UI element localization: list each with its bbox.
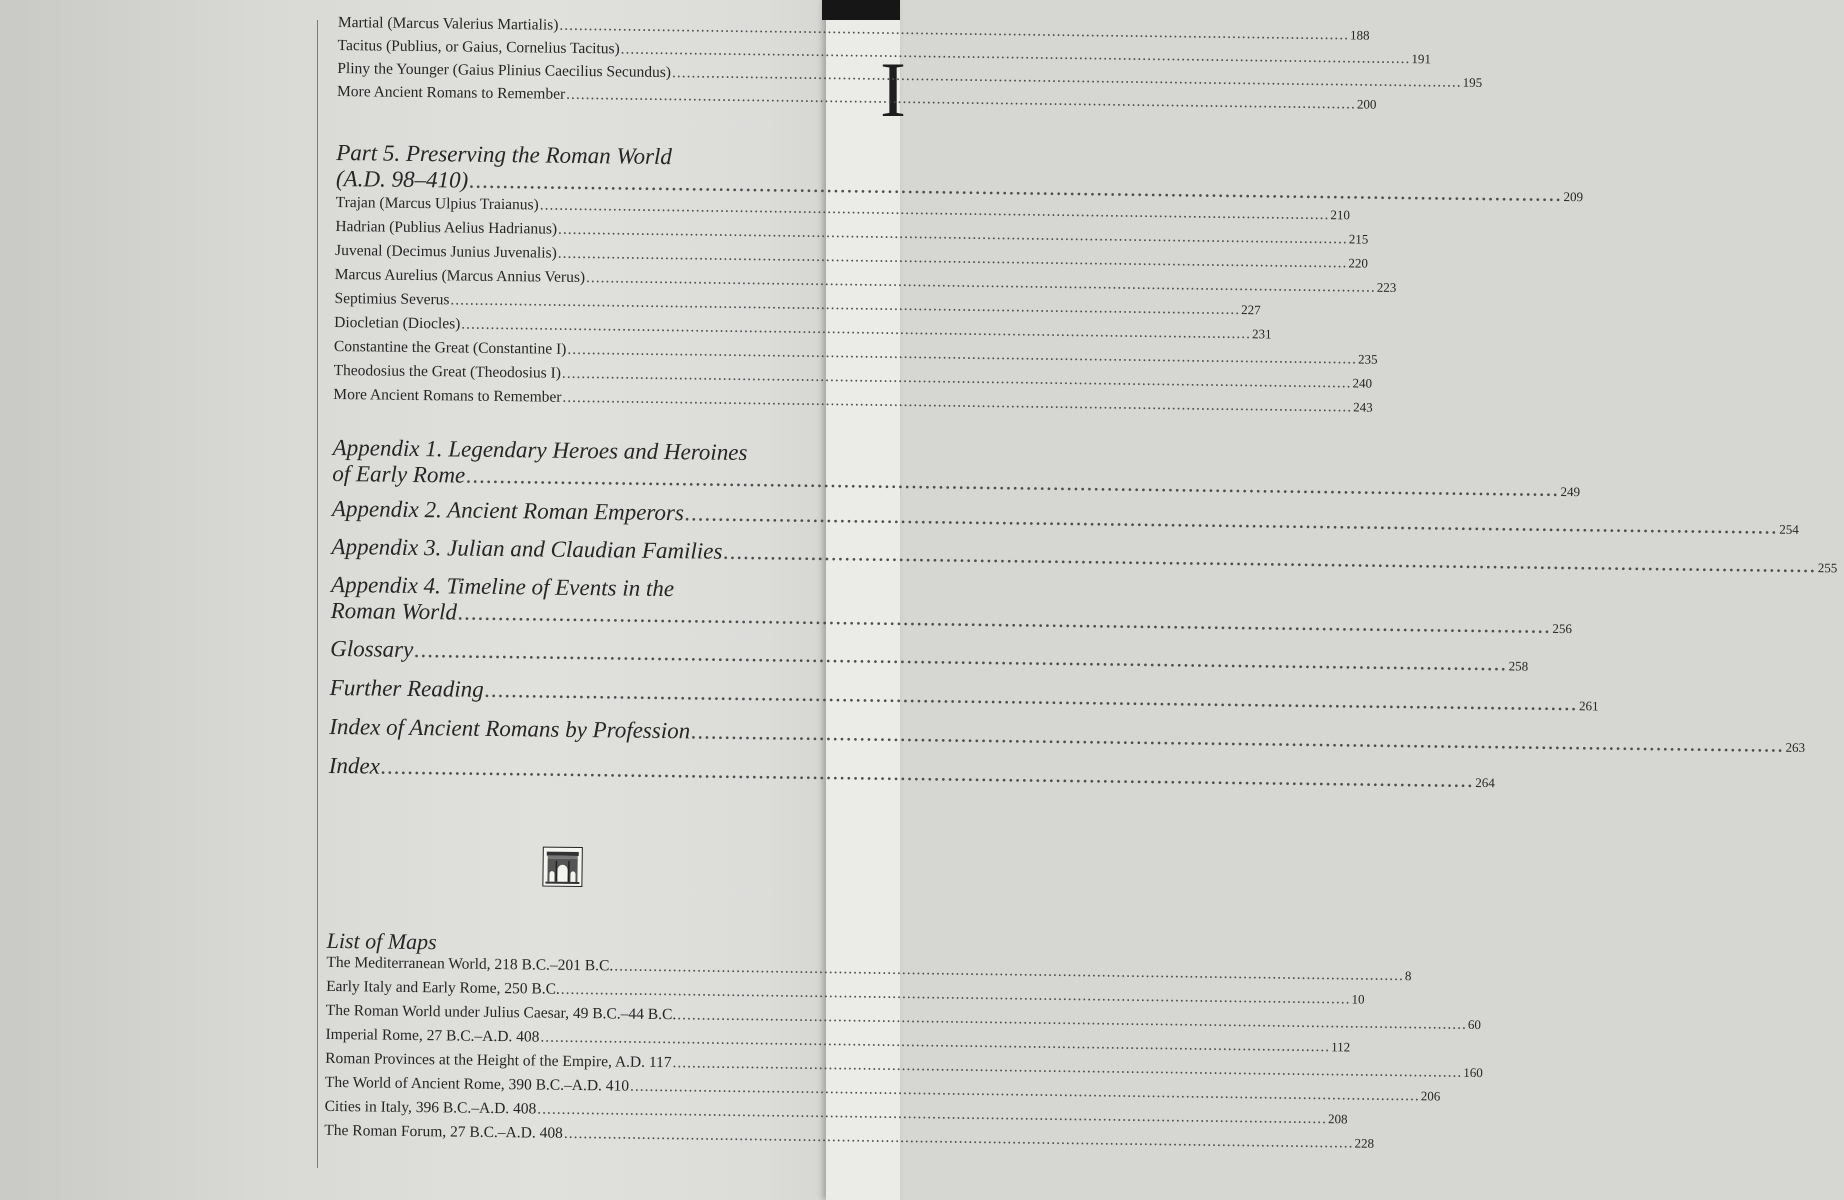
entry-title: Trajan (Marcus Ulpius Traianus)	[335, 193, 539, 214]
map-title: The World of Ancient Rome, 390 B.C.–A.D. 410	[324, 1073, 630, 1095]
map-title: Roman Provinces at the Height of the Empire, A.D. 117	[325, 1049, 672, 1072]
map-title: Cities in Italy, 396 B.C.–A.D. 408	[324, 1097, 537, 1118]
entry-page: 254	[1779, 521, 1799, 537]
map-page: 208	[1327, 1111, 1348, 1127]
entry-page: 231	[1251, 326, 1272, 342]
appendix4-line2	[330, 597, 1572, 642]
entry-page: 227	[1241, 302, 1261, 318]
map-page: 60	[1467, 1016, 1482, 1033]
entry-page: 264	[1475, 774, 1495, 791]
table-of-contents	[324, 14, 1838, 1152]
background-edge	[822, 0, 900, 20]
profession-index-entry	[329, 713, 1806, 759]
entry-page: 255	[1817, 560, 1838, 576]
index-entry	[328, 752, 1495, 798]
entry-title: Further Reading	[329, 674, 484, 702]
entry-title: Glossary	[330, 635, 414, 662]
map-page: 206	[1420, 1088, 1441, 1104]
entry-page: 258	[1508, 658, 1529, 674]
map-title: The Mediterranean World, 218 B.C.–201 B.C.	[326, 953, 614, 975]
map-title: Imperial Rome, 27 B.C.–A.D. 408	[325, 1025, 540, 1046]
entry-title: Constantine the Great (Constantine I)	[333, 337, 567, 358]
maps-list	[324, 953, 1483, 1152]
entry-page: 249	[1560, 483, 1581, 500]
appendix1-line2	[332, 460, 1581, 502]
maps-heading: List of Maps	[326, 927, 437, 955]
entry-page: 195	[1462, 74, 1483, 90]
entry-page: 240	[1352, 375, 1373, 391]
entry-title: Appendix 2. Ancient Roman Emperors	[331, 495, 685, 526]
entry-page: 220	[1348, 255, 1369, 271]
part5-title: Part 5. Preserving the Roman World	[336, 139, 673, 170]
map-title: Early Italy and Early Rome, 250 B.C.	[326, 977, 560, 998]
entry-title: Juvenal (Decimus Junius Juvenalis)	[335, 241, 557, 262]
entry-page: 243	[1353, 399, 1373, 415]
entry-page: 215	[1348, 231, 1369, 247]
entry-title: Pliny the Younger (Gaius Plinius Caecilius Secundus)	[337, 59, 672, 82]
entry-page: 210	[1330, 207, 1351, 223]
entry-page: 223	[1376, 279, 1397, 295]
entry-title: Appendix 3. Julian and Claudian Families	[331, 533, 723, 564]
further-reading-entry	[329, 674, 1599, 720]
vertical-rule	[317, 20, 318, 1168]
top-entries	[336, 14, 1483, 112]
map-title: The Roman World under Julius Caesar, 49 B.C.–44 B.C.	[325, 1001, 677, 1024]
entry-title: Index	[328, 752, 381, 779]
entry-title: More Ancient Romans to Remember	[336, 82, 566, 103]
appendix4-title: Appendix 4. Timeline of Events in the	[330, 571, 675, 602]
entry-title: Roman World	[330, 597, 458, 625]
map-page: 112	[1331, 1039, 1351, 1055]
entry-page: 261	[1579, 698, 1599, 714]
appendix3-entry	[331, 533, 1838, 578]
facing-page-heading-letter: I	[880, 46, 906, 133]
entry-title: More Ancient Romans to Remember	[333, 385, 562, 406]
entry-title: Diocletian (Diocles)	[334, 313, 461, 333]
entry-title: Index of Ancient Romans by Profession	[329, 713, 691, 744]
entry-page: 235	[1357, 351, 1378, 367]
map-page: 10	[1351, 991, 1365, 1007]
map-page: 160	[1463, 1064, 1483, 1081]
appendix2-entry	[331, 495, 1799, 540]
entry-title: Tacitus (Publius, or Gaius, Cornelius Tacitus)	[337, 36, 620, 58]
part5-date-range: (A.D. 98–410)	[335, 165, 469, 193]
entry-page: 263	[1785, 739, 1806, 755]
entry-title: Hadrian (Publius Aelius Hadrianus)	[335, 217, 558, 238]
glossary-entry	[330, 635, 1529, 681]
entry-title: Septimius Severus	[334, 289, 450, 309]
map-title: The Roman Forum, 27 B.C.–A.D. 408	[324, 1121, 563, 1142]
entry-page: 200	[1356, 96, 1377, 112]
map-page: 228	[1354, 1135, 1375, 1151]
entry-page: 256	[1552, 620, 1572, 637]
map-page: 8	[1404, 968, 1412, 984]
entry-page: 209	[1563, 188, 1584, 205]
entry-page: 188	[1350, 27, 1370, 43]
triumphal-arch-icon	[542, 847, 582, 887]
entry-title: Theodosius the Great (Theodosius I)	[333, 361, 562, 382]
entry-page: 191	[1411, 51, 1432, 67]
entry-title: Martial (Marcus Valerius Martialis)	[337, 14, 559, 34]
entry-title: of Early Rome	[332, 460, 466, 488]
appendix1-title: Appendix 1. Legendary Heroes and Heroines	[332, 434, 748, 466]
entry-title: Marcus Aurelius (Marcus Annius Verus)	[334, 265, 586, 287]
part5-entries	[333, 193, 1397, 416]
